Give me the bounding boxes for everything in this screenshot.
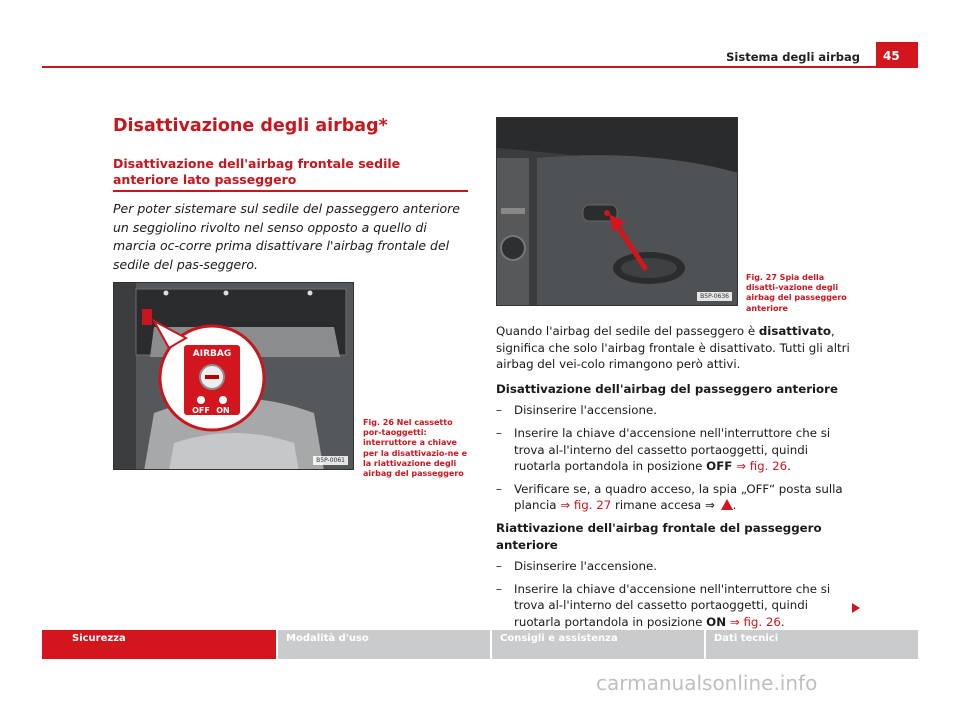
step: – Inserire la chiave d'accensione nell'interruttore che si trova al-l'interno del cassetto portaoggetti, quindi ruotarla portandola in posizione ON ⇒ fig. 26. — [496, 581, 831, 629]
deactivation-heading: Disattivazione dell'airbag del passeggero anteriore — [496, 381, 838, 396]
step: – Disinserire l'accensione. — [496, 559, 657, 574]
step: – Verificare se, a quadro acceso, la spia „OFF“ posta sulla plancia ⇒ fig. 27 rimane accesa ⇒ . — [496, 481, 843, 513]
reactivation-heading: Riattivazione dell'airbag frontale del passeggero anteriore — [496, 520, 822, 552]
footer-tab-sicurezza[interactable]: Sicurezza — [42, 630, 278, 659]
figure-code: B5P-0636 — [697, 292, 732, 301]
figure-27-caption: Fig. 27 Spia della disatti-vazione degli airbag del passeggero anteriore — [746, 273, 847, 313]
figure-link[interactable]: ⇒ fig. 27 — [560, 498, 612, 513]
figure-link[interactable]: ⇒ fig. 26 — [729, 614, 781, 629]
switch-airbag-label: AIRBAG — [192, 349, 232, 359]
switch-on-label: ON — [216, 406, 230, 415]
watermark: carmanualsonline.info — [596, 671, 818, 695]
figure-27 — [496, 117, 738, 306]
figure-link[interactable]: ⇒ fig. 26 — [736, 459, 788, 474]
header-rule — [42, 66, 876, 68]
intro-text: Per poter sistemare sul sedile del passeggero anteriore un seggiolino rivolto nel senso opposto a quello di marcia oc-corre prima disattivare l'airbag frontale del sedile del pas-seggero. — [113, 201, 460, 272]
glovebox-illustration — [114, 283, 354, 470]
footer-tab-consigli[interactable]: Consigli e assistenza — [492, 630, 706, 659]
body-text — [496, 323, 858, 637]
switch-off-label: OFF — [192, 406, 210, 415]
warning-triangle-icon[interactable] — [721, 499, 733, 510]
section-title: Disattivazione degli airbag* — [113, 116, 388, 136]
continue-arrow-icon — [852, 603, 860, 613]
footer-nav — [42, 630, 918, 659]
step: – Inserire la chiave d'accensione nell'interruttore che si trova al-l'interno del cassetto portaoggetti, quindi ruotarla portandola in posizione OFF ⇒ fig. 26. — [496, 425, 831, 474]
page-number: 45 — [876, 42, 918, 68]
figure-26-caption: Fig. 26 Nel cassetto por-taoggetti: interruttore a chiave per la disattivazio-ne e la riattivazione degli airbag del passeggero — [363, 418, 467, 479]
paragraph: Quando l'airbag del sedile del passeggero è disattivato, significa che solo l'airbag frontale è disattivato. Tutti gli altri airbag del vei-colo rimangono però attivi. — [496, 324, 850, 372]
step: – Disinserire l'accensione. — [496, 403, 657, 418]
figure-code: B5P-0061 — [313, 456, 348, 465]
footer-tab-modalita-uso[interactable]: Modalità d'uso — [278, 630, 492, 659]
dashboard-illustration — [497, 118, 738, 306]
subtitle-rule — [113, 190, 468, 192]
figure-26 — [113, 282, 354, 470]
header-title: Sistema degli airbag — [726, 50, 860, 64]
footer-tab-dati-tecnici[interactable]: Dati tecnici — [706, 630, 918, 659]
section-subtitle: Disattivazione dell'airbag frontale sedile anteriore lato passeggero — [113, 156, 401, 187]
